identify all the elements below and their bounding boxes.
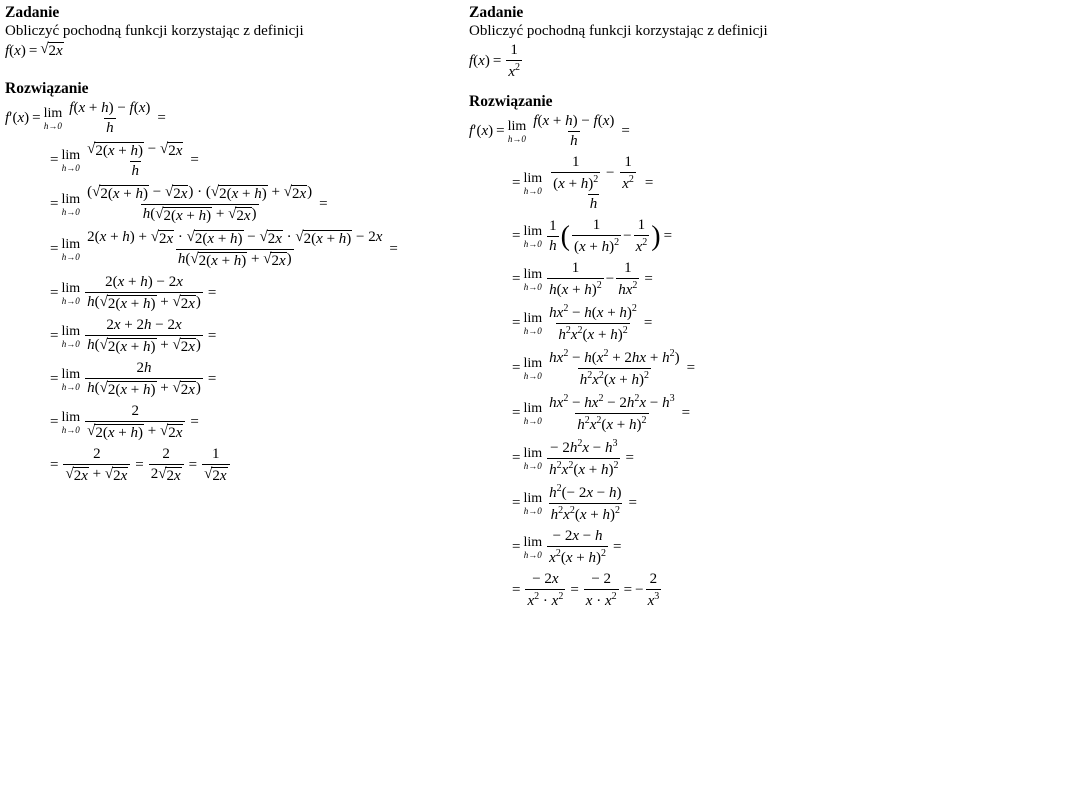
solution-step: = lim h→0 $\frac{1}{(x + h)^2}$ − $\frac{1}{x^2}$ h =	[512, 154, 654, 212]
solution-step: = lim h→0 √ 2(x + h) − √ 2x h =	[50, 141, 199, 179]
function-definition: f(x) = $\frac{1}{x^2}$	[469, 42, 520, 80]
solution-step: = $\frac{- 2x}{x^2 \cdot x^2}$ = $\frac{- 2}{x \cdot x^2}$ = − $\frac{2}{x^3}$	[512, 571, 660, 609]
task-text: Obliczyć pochodną funkcji korzystając z definicji	[5, 23, 304, 39]
function-definition: f(x) = √ 2x	[5, 41, 63, 59]
task-text: Obliczyć pochodną funkcji korzystając z definicji	[469, 23, 768, 39]
task-heading: Zadanie	[5, 4, 60, 21]
solution-step: = lim h→0 $\frac{- 2x - h}{x^2(x + h)^2}$ =	[512, 528, 622, 566]
solution-step: = lim h→0 $\frac{h^2(- 2x - h)}{h^2x^2(x + h)^2}$ =	[512, 483, 637, 523]
solution-step: = lim h→0 $\frac{hx^2 - h(x^2 + 2hx + h^2)}{h^2x^2(x + h)^2}$ =	[512, 348, 696, 388]
left-exercise	[5, 4, 460, 485]
solution-step: = lim h→0 $\frac{- 2h^2x - h^3}{h^2x^2(x + h)^2}$ =	[512, 438, 634, 478]
solution-step: f′(x) = lim h→0 $\frac{f(x + h) - f(x)}{h}$ =	[5, 100, 166, 136]
solution-step: = lim h→0 $\frac{1}{h(x + h)^2}$ − $\frac{1}{hx^2}$ =	[512, 260, 653, 298]
solution-heading: Rozwiązanie	[5, 80, 89, 97]
solution-step: = lim h→0 2(x + h) − 2x h( √ 2(x + h) + √ 2x ) =	[50, 274, 217, 312]
task-heading: Zadanie	[469, 4, 524, 21]
solution-step: = lim h→0 ( √ 2(x + h) − √ 2x ) · ( √ 2(x + h) + √ 2x ) h( √ 2(x + h) + √ 2x ) =	[50, 184, 328, 224]
solution-heading: Rozwiązanie	[469, 93, 553, 110]
solution-step: = lim h→0 $\frac{1}{h}$ ( $\frac{1}{(x + h)^2}$ − $\frac{1}{x^2}$ ) =	[512, 217, 673, 255]
right-exercise	[469, 4, 869, 610]
solution-step: = lim h→0 2 √ 2(x + h) + √ 2x =	[50, 403, 199, 441]
solution-step: = 2 √ 2x + √ 2x = 2 2 √ 2x = 1 √ 2x	[47, 446, 460, 485]
solution-step: f′(x) = lim h→0 $\frac{f(x + h) - f(x)}{h}$ =	[469, 113, 630, 149]
solution-step: = lim h→0 $\frac{hx^2 - h(x + h)^2}{h^2x^2(x + h)^2}$ =	[512, 303, 653, 343]
solution-step: = lim h→0 $\frac{hx^2 - hx^2 - 2h^2x - h^3}{h^2x^2(x + h)^2}$ =	[512, 393, 691, 433]
solution-step: = lim h→0 2(x + h) + √ 2x · √ 2(x + h) − √ 2x · √ 2(x + h) − 2x h( √ 2(x + h) + √ 2x ) =	[50, 229, 398, 269]
solution-step: = lim h→0 2h h( √ 2(x + h) + √ 2x ) =	[50, 360, 217, 398]
solution-step: = lim h→0 2x + 2h − 2x h( √ 2(x + h) + √ 2x ) =	[50, 317, 217, 355]
